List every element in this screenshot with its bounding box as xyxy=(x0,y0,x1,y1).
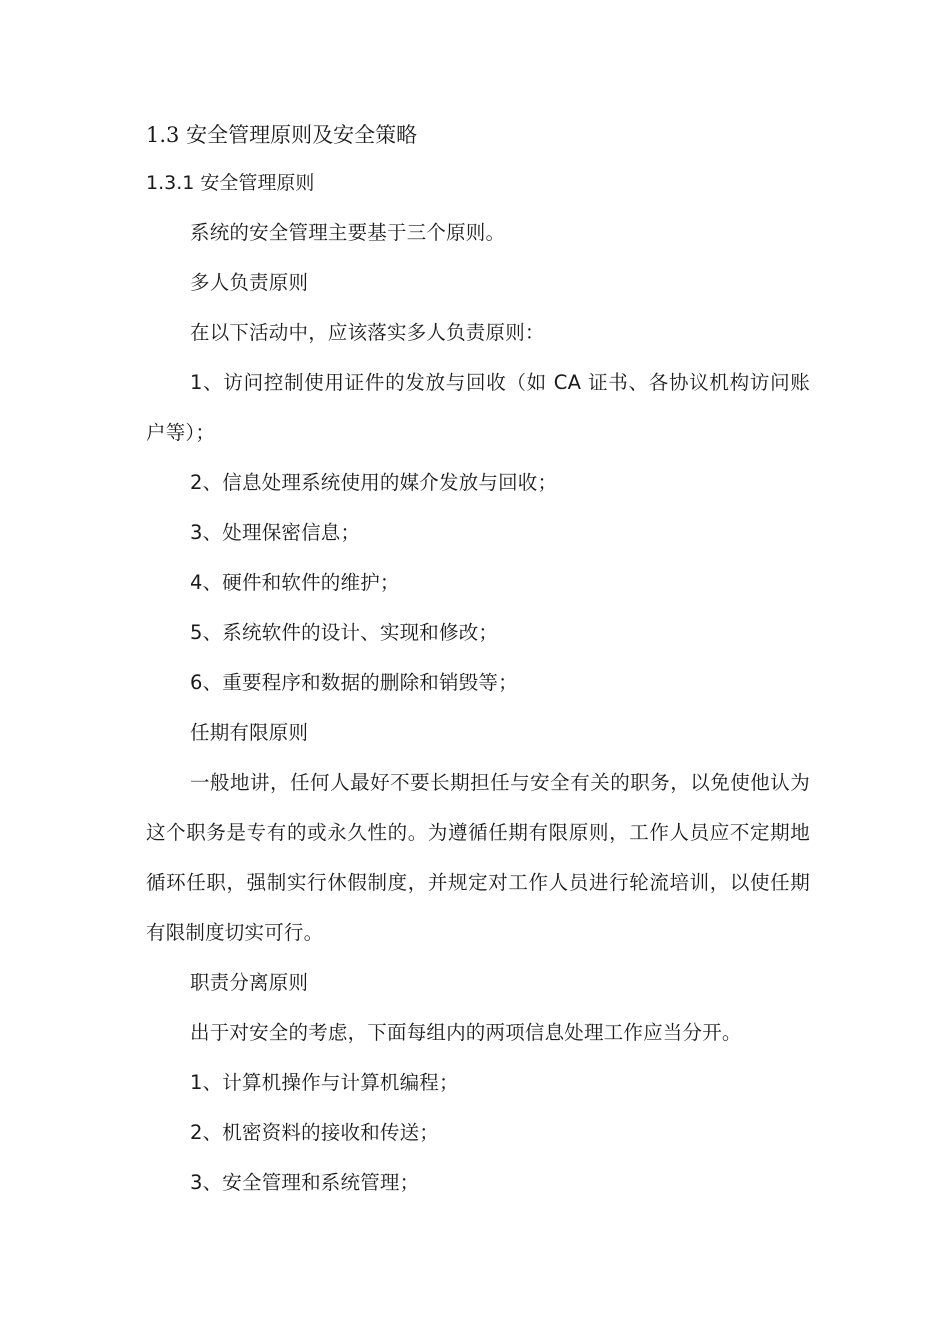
list-item-2: 2、信息处理系统使用的媒介发放与回收； xyxy=(190,471,558,494)
principle-title-separation: 职责分离原则 xyxy=(190,971,309,994)
paragraph-intro: 系统的安全管理主要基于三个原则。 xyxy=(190,221,506,244)
separation-item-2: 2、机密资料的接收和传送； xyxy=(190,1121,440,1144)
principle-title-limited-term: 任期有限原则 xyxy=(190,721,309,744)
principle-title-multi-person: 多人负责原则 xyxy=(190,271,309,294)
paragraph-limited-term: 一般地讲，任何人最好不要长期担任与安全有关的职务，以免使他认为这个职务是专有的或永久性的。为遵循任期有限原则，工作人员应不定期地循环任职，强制实行休假制度，并规定对工作人员进行轮流培训，以使任期有限制度切实可行。 xyxy=(146,771,810,944)
paragraph-separation: 出于对安全的考虑，下面每组内的两项信息处理工作应当分开。 xyxy=(190,1021,742,1044)
list-item-5: 5、系统软件的设计、实现和修改； xyxy=(190,621,499,644)
separation-item-3: 3、安全管理和系统管理； xyxy=(190,1171,420,1194)
separation-item-1: 1、计算机操作与计算机编程； xyxy=(190,1071,459,1094)
list-item-3: 3、处理保密信息； xyxy=(190,521,361,544)
section-heading-1-3: 1.3 安全管理原则及安全策略 xyxy=(146,123,418,147)
list-item-4: 4、硬件和软件的维护； xyxy=(190,571,400,594)
document-body xyxy=(146,112,810,1208)
subsection-heading-1-3-1: 1.3.1 安全管理原则 xyxy=(146,172,315,194)
list-item-1: 1、访问控制使用证件的发放与回收（如 CA 证书、各协议机构访问账户等）； xyxy=(146,371,810,444)
list-item-6: 6、重要程序和数据的删除和销毁等； xyxy=(190,671,518,694)
paragraph-activities: 在以下活动中，应该落实多人负责原则： xyxy=(190,321,545,344)
